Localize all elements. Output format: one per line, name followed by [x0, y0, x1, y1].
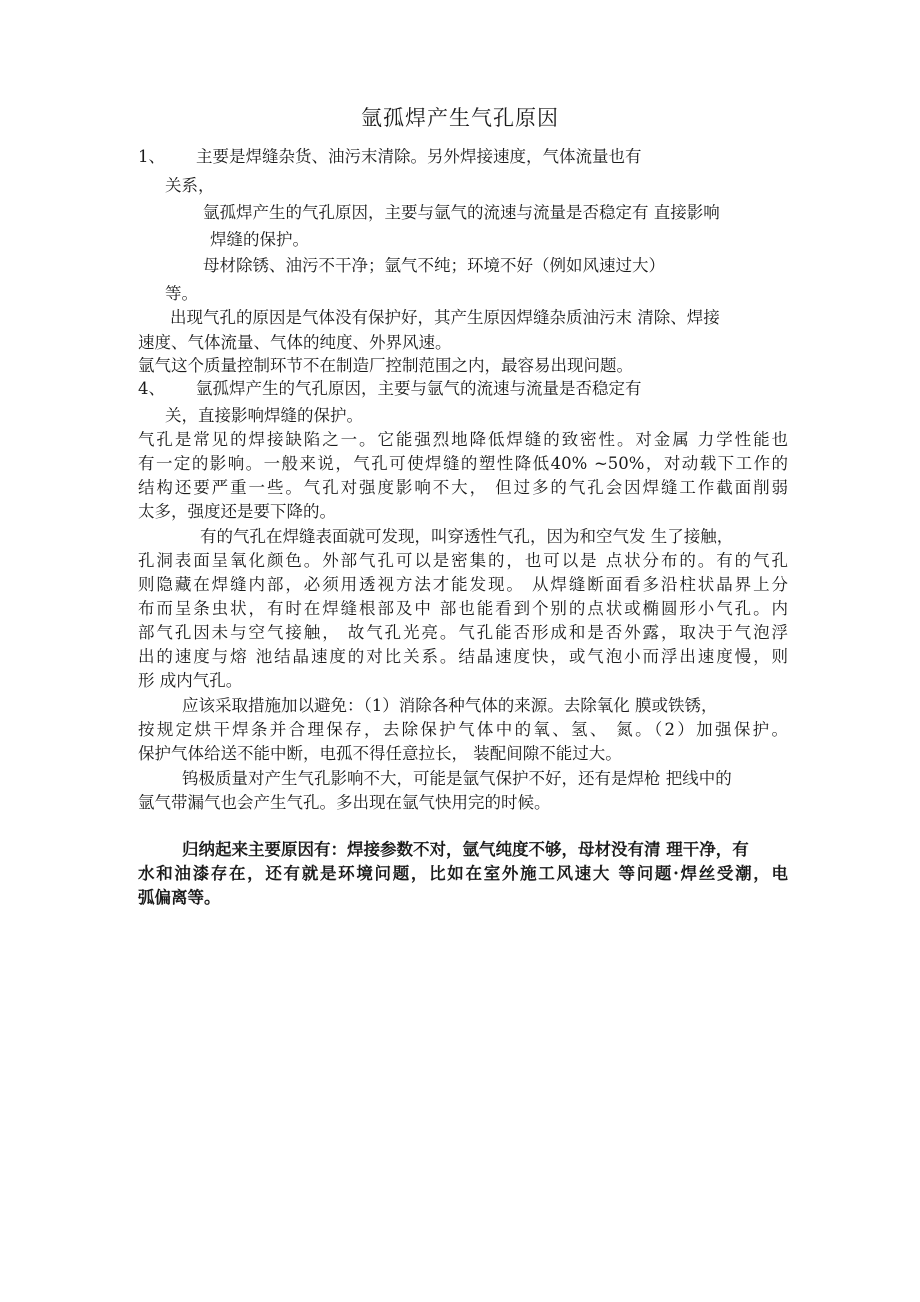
- body-text-line: 孔洞表面呈氧化颜色。外部气孔可以是密集的，也可以是 点状分布的。有的气孔: [138, 551, 788, 570]
- summary-text-line: 归纳起来主要原因有：焊接参数不对，氩气纯度不够，母材没有清 理干净，有: [182, 840, 749, 859]
- list-item-1: [138, 145, 642, 169]
- body-text-line: 出的速度与熔 池结晶速度的对比关系。结晶速度快，或气泡小而浮出速度慢，则: [138, 647, 788, 666]
- body-text-line: 结构还要严重一些。气孔对强度影响不大， 但过多的气孔会因焊缝工作截面削弱: [138, 478, 788, 497]
- body-text-line: 按规定烘干焊条并合理保存，去除保护气体中的氧、氢、 氮。（2）加强保护。: [138, 720, 788, 739]
- summary-text-line: 水和油漆存在，还有就是环境问题，比如在室外施工风速大 等问题·焊丝受潮，电: [138, 864, 788, 883]
- body-text-line: 关系，: [165, 176, 215, 195]
- body-text-line: 母材除锈、油污不干净；氩气不纯；环境不好（例如风速过大）: [203, 256, 665, 275]
- body-text-line: 有一定的影响。一般来说，气孔可使焊缝的塑性降低40% ~50%，对动载下工作的: [138, 454, 788, 473]
- body-text-line: 氩气带漏气也会产生气孔。多出现在氩气快用完的时候。: [138, 793, 551, 812]
- body-text-line: 太多，强度还是要下降的。: [138, 502, 336, 521]
- body-text-line: 有的气孔在焊缝表面就可发现，叫穿透性气孔，因为和空气发 生了接触，: [200, 527, 734, 546]
- body-text-line: 部气孔因未与空气接触， 故气孔光亮。气孔能否形成和是否外露，取决于气泡浮: [138, 623, 788, 642]
- list-number: 1、: [138, 147, 165, 166]
- body-text-line: 布而呈条虫状，有时在焊缝根部及中 部也能看到个别的点状或椭圆形小气孔。内: [138, 599, 788, 618]
- body-text-line: 关，直接影响焊缝的保护。: [165, 406, 363, 425]
- document-title: 氩孤焊产生气孔原因: [361, 106, 559, 130]
- body-text-line: 应该采取措施加以避免：（1）消除各种气体的来源。去除氧化 膜或铁锈，: [182, 696, 718, 715]
- body-text-line: 主要是焊缝杂货、油污末清除。另外焊接速度，气体流量也有: [196, 147, 642, 166]
- body-text-line: 钨极质量对产生气孔影响不大，可能是氩气保护不好，还有是焊枪 把线中的: [182, 769, 732, 788]
- body-text-line: 出现气孔的原因是气体没有保护好，其产生原因焊缝杂质油污末 清除、焊接: [170, 308, 720, 327]
- body-text-line: 速度、气体流量、气体的纯度、外界风速。: [138, 333, 452, 352]
- body-text-line: 氩气这个质量控制环节不在制造厂控制范围之内，最容易出现问题。: [138, 356, 633, 375]
- body-text-line: 保护气体给送不能中断，电孤不得任意拉长， 装配间隙不能过大。: [138, 744, 622, 763]
- body-text-line: 等。: [165, 284, 198, 303]
- list-item-4: [138, 377, 642, 401]
- list-number: 4、: [138, 379, 165, 398]
- summary-text-line: 弧偏离等。: [138, 888, 221, 907]
- body-text-line: 则隐藏在焊缝内部，必须用透视方法才能发现。 从焊缝断面看多沿柱状晶界上分: [138, 575, 788, 594]
- body-text-line: 形 成内气孔。: [138, 671, 243, 690]
- body-text-line: 焊缝的保护。: [210, 230, 309, 249]
- body-text-line: 氩孤焊产生的气孔原因，主要与氩气的流速与流量是否稳定有: [196, 379, 642, 398]
- body-text-line: 气孔是常见的焊接缺陷之一。它能强烈地降低焊缝的致密性。对金属 力学性能也: [138, 430, 788, 449]
- body-text-line: 氩孤焊产生的气孔原因，主要与氩气的流速与流量是否稳定有 直接影响: [203, 203, 720, 222]
